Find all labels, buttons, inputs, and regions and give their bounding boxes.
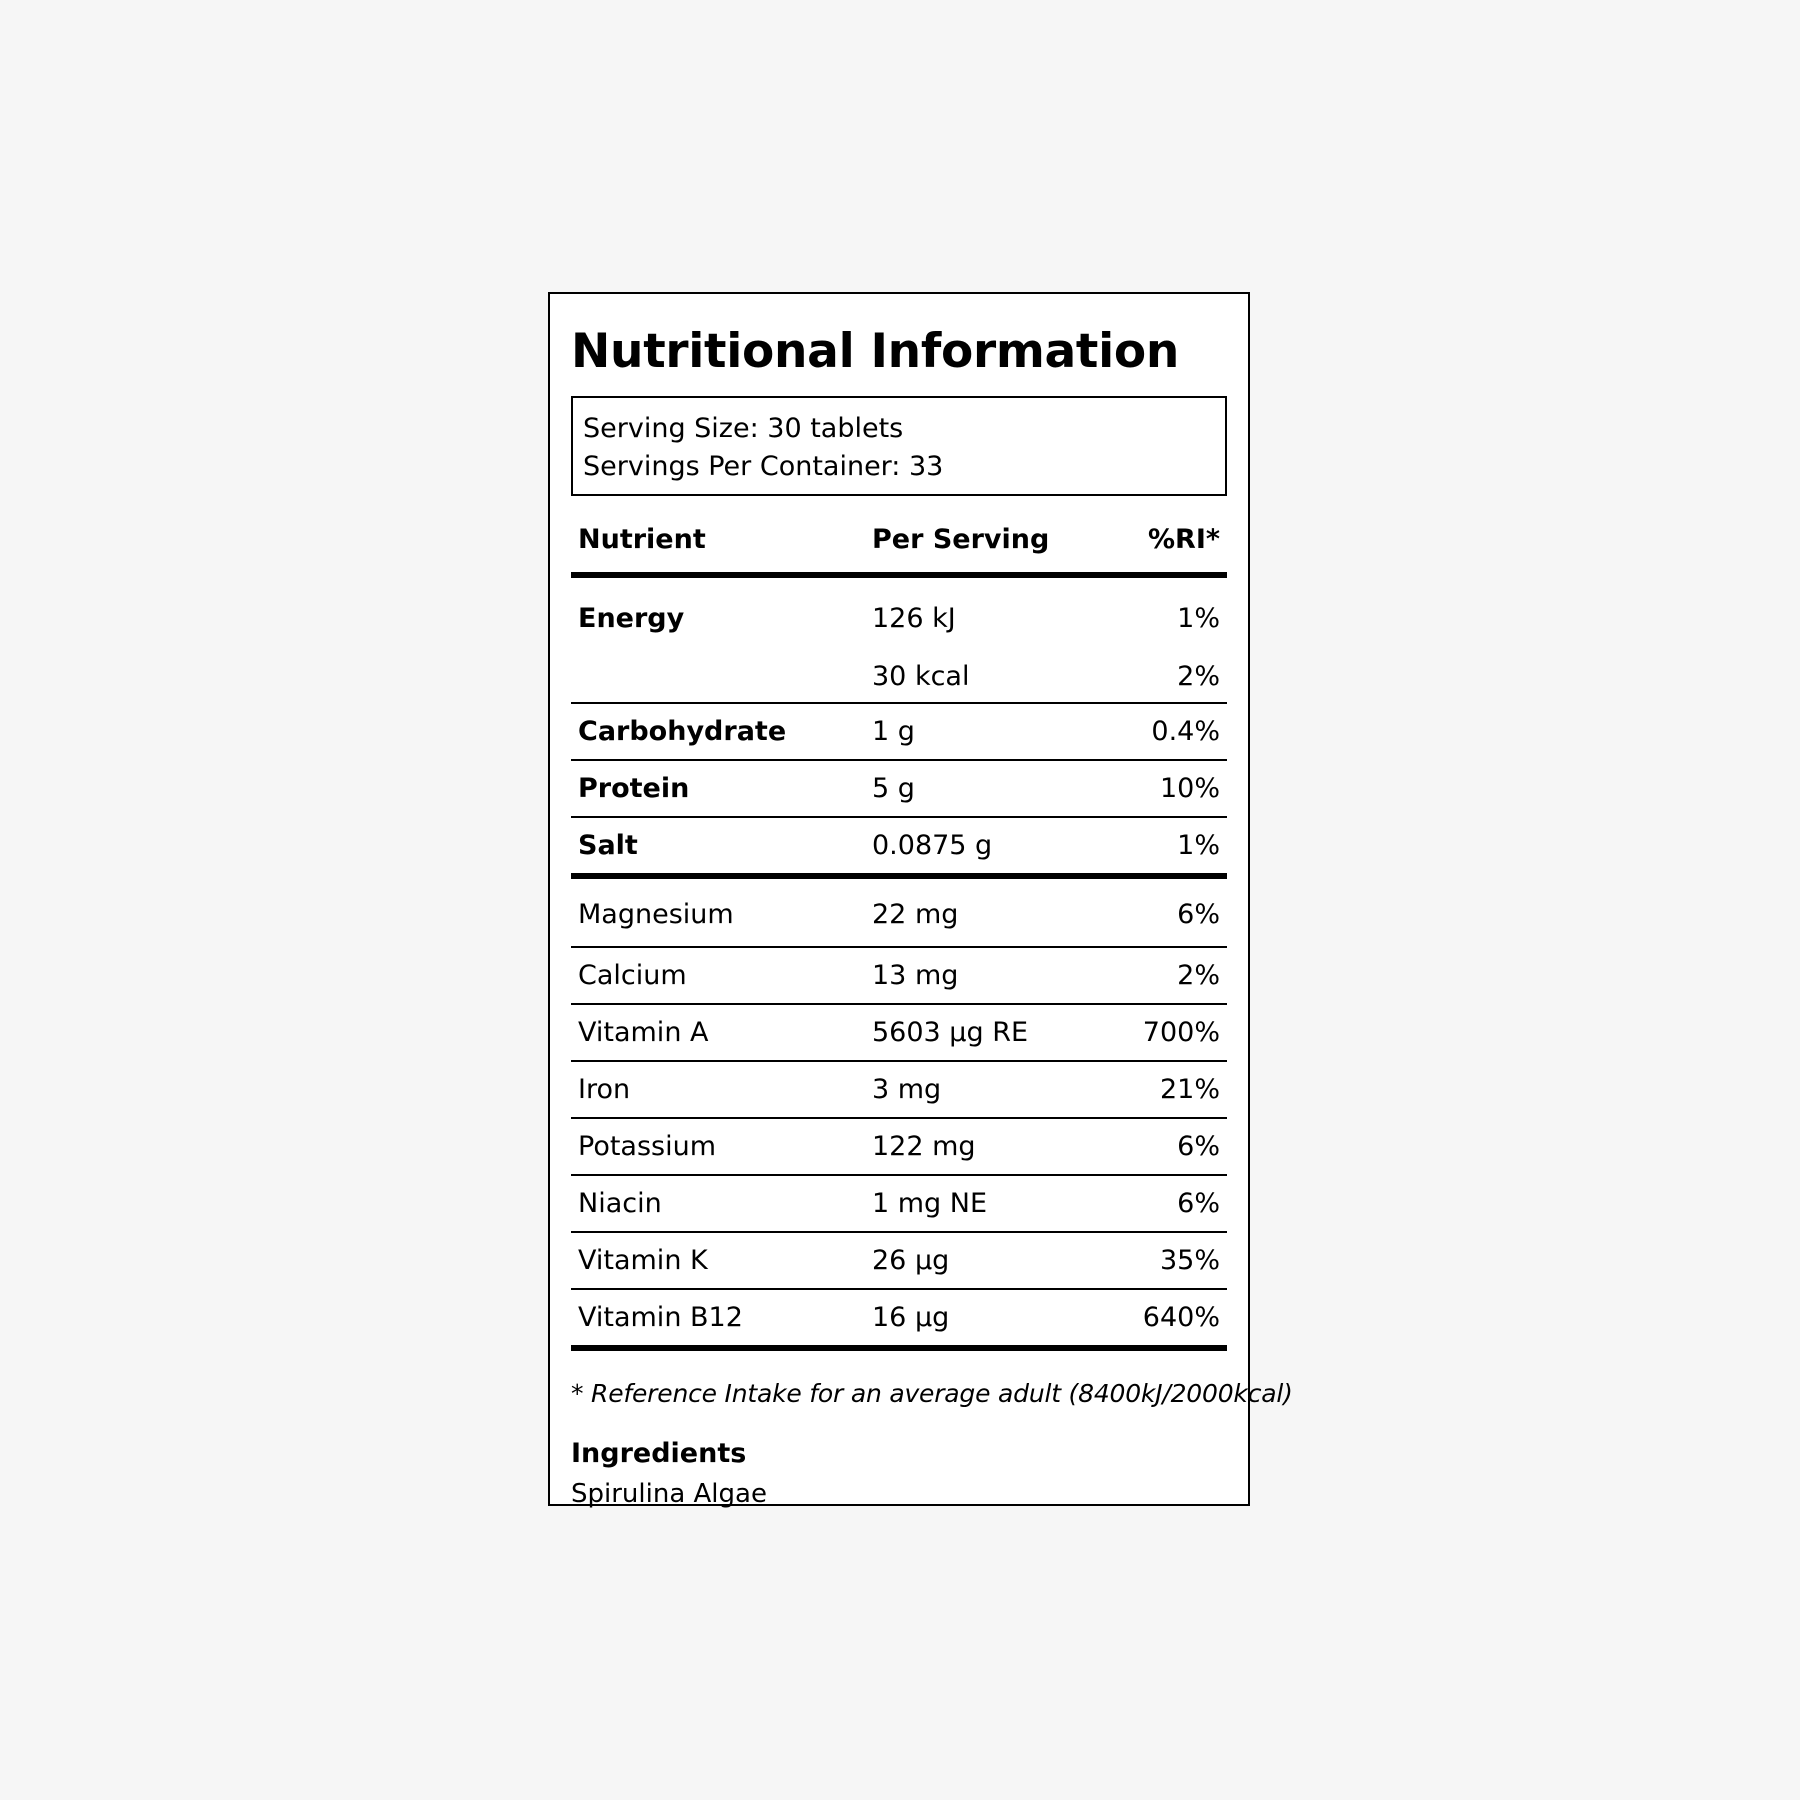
nutrient-ri: 2% bbox=[1065, 650, 1227, 703]
label-title: Nutritional Information bbox=[571, 324, 1180, 379]
nutrient-name: Potassium bbox=[571, 1118, 865, 1175]
serving-info-box bbox=[571, 396, 1227, 496]
nutrient-name: Magnesium bbox=[571, 876, 865, 947]
nutrient-ri: 640% bbox=[1065, 1289, 1227, 1348]
nutrient-amount: 1 g bbox=[865, 703, 1065, 760]
nutrient-name: Calcium bbox=[571, 947, 865, 1004]
nutrient-amount: 26 µg bbox=[865, 1232, 1065, 1289]
table-header-row bbox=[571, 518, 1227, 575]
reference-intake-footnote: * Reference Intake for an average adult (8400kJ/2000kcal) bbox=[571, 1379, 1293, 1409]
table-row bbox=[571, 817, 1227, 876]
nutrient-amount: 13 mg bbox=[865, 947, 1065, 1004]
nutrient-amount: 0.0875 g bbox=[865, 817, 1065, 876]
nutrient-ri: 700% bbox=[1065, 1004, 1227, 1061]
nutrient-name: Niacin bbox=[571, 1175, 865, 1232]
header-per-serving: Per Serving bbox=[865, 518, 1065, 575]
nutrient-name: Vitamin K bbox=[571, 1232, 865, 1289]
nutrient-name: Salt bbox=[571, 817, 865, 876]
table-row bbox=[571, 1118, 1227, 1175]
nutrient-amount: 16 µg bbox=[865, 1289, 1065, 1348]
nutrient-ri: 6% bbox=[1065, 876, 1227, 947]
nutrient-table bbox=[571, 518, 1227, 1351]
nutrient-amount: 122 mg bbox=[865, 1118, 1065, 1175]
servings-per-container: Servings Per Container: 33 bbox=[583, 451, 944, 483]
table-row bbox=[571, 1004, 1227, 1061]
nutrient-amount: 5603 µg RE bbox=[865, 1004, 1065, 1061]
nutrient-amount: 3 mg bbox=[865, 1061, 1065, 1118]
table-row bbox=[571, 1061, 1227, 1118]
ingredients-text: Spirulina Algae bbox=[571, 1479, 767, 1510]
nutrient-name: Protein bbox=[571, 760, 865, 817]
table-row-energy-kcal bbox=[571, 650, 1227, 703]
nutrient-ri: 2% bbox=[1065, 947, 1227, 1004]
nutrient-name-empty bbox=[571, 650, 865, 703]
nutrient-amount: 22 mg bbox=[865, 876, 1065, 947]
nutrient-ri: 6% bbox=[1065, 1118, 1227, 1175]
nutrient-name: Carbohydrate bbox=[571, 703, 865, 760]
nutrient-name: Iron bbox=[571, 1061, 865, 1118]
nutrient-amount: 126 kJ bbox=[872, 602, 956, 634]
nutrient-ri: 6% bbox=[1065, 1175, 1227, 1232]
table-row bbox=[571, 760, 1227, 817]
nutrient-ri: 10% bbox=[1065, 760, 1227, 817]
table-row bbox=[571, 947, 1227, 1004]
nutrient-ri: 1% bbox=[1065, 817, 1227, 876]
table-row bbox=[571, 1232, 1227, 1289]
nutrient-ri: 1% bbox=[1177, 602, 1220, 634]
nutrient-name: Energy bbox=[578, 602, 685, 634]
ingredients-heading: Ingredients bbox=[571, 1438, 747, 1470]
table-row bbox=[571, 1175, 1227, 1232]
table-row-energy-kj bbox=[571, 575, 1227, 650]
table-row bbox=[571, 703, 1227, 760]
nutrient-ri: 35% bbox=[1065, 1232, 1227, 1289]
header-nutrient: Nutrient bbox=[571, 518, 865, 575]
nutrient-ri: 21% bbox=[1065, 1061, 1227, 1118]
header-ri: %RI* bbox=[1065, 518, 1227, 575]
nutrient-name: Vitamin B12 bbox=[571, 1289, 865, 1348]
nutrient-amount: 30 kcal bbox=[865, 650, 1065, 703]
nutrient-amount: 5 g bbox=[865, 760, 1065, 817]
serving-size: Serving Size: 30 tablets bbox=[583, 413, 904, 445]
nutrition-label bbox=[548, 292, 1293, 1510]
nutrient-amount: 1 mg NE bbox=[865, 1175, 1065, 1232]
nutrient-name: Vitamin A bbox=[571, 1004, 865, 1061]
table-row bbox=[571, 876, 1227, 947]
nutrient-ri: 0.4% bbox=[1065, 703, 1227, 760]
table-row bbox=[571, 1289, 1227, 1348]
